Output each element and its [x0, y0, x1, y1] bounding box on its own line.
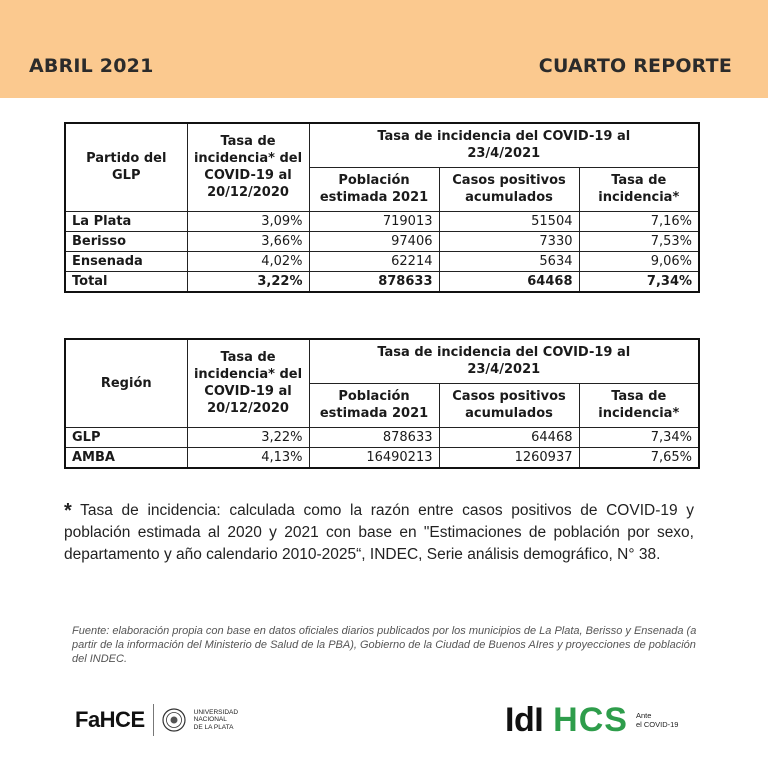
row-name: Ensenada	[65, 251, 187, 271]
col-header-casos: Casos positivos acumulados	[439, 167, 579, 211]
table-row	[65, 427, 699, 447]
cell-casos: 51504	[439, 211, 579, 231]
cell-tasa-2021: 7,34%	[579, 271, 699, 292]
table-row	[65, 251, 699, 271]
cell-tasa-2020: 3,66%	[187, 231, 309, 251]
row-name: La Plata	[65, 211, 187, 231]
col-header-group-2021: Tasa de incidencia del COVID-19 al 23/4/2021	[309, 339, 699, 383]
row-name: GLP	[65, 427, 187, 447]
cell-casos: 1260937	[439, 447, 579, 468]
idihcs-logo	[505, 700, 678, 740]
table-row	[65, 231, 699, 251]
cell-poblacion: 97406	[309, 231, 439, 251]
report-number: CUARTO REPORTE	[538, 55, 732, 77]
footnote-text: Tasa de incidencia: calculada como la razón entre casos positivos de COVID-19 y población estimada al 2020 y 2021 con base en "Estimaciones de población por sexo, departamento y año calendario 2010-2025“, INDEC, Serie análisis demográfico, N° 38.	[64, 502, 694, 563]
incidence-table-regiones	[64, 338, 700, 469]
table-row-total	[65, 271, 699, 292]
cell-tasa-2021: 9,06%	[579, 251, 699, 271]
incidence-table-partidos	[64, 122, 700, 293]
row-name: Total	[65, 271, 187, 292]
col-header-poblacion: Población estimada 2021	[309, 383, 439, 427]
col-header-region: Región	[65, 339, 187, 427]
cell-tasa-2020: 4,02%	[187, 251, 309, 271]
table-row	[65, 447, 699, 468]
report-header	[0, 0, 768, 98]
col-header-tasa-2021: Tasa de incidencia*	[579, 383, 699, 427]
cell-casos: 5634	[439, 251, 579, 271]
cell-tasa-2021: 7,65%	[579, 447, 699, 468]
cell-tasa-2020: 4,13%	[187, 447, 309, 468]
cell-poblacion: 719013	[309, 211, 439, 231]
fahce-wordmark: FaHCE	[75, 707, 145, 732]
cell-poblacion: 16490213	[309, 447, 439, 468]
col-header-group-2021: Tasa de incidencia del COVID-19 al 23/4/2021	[309, 123, 699, 167]
cell-tasa-2021: 7,34%	[579, 427, 699, 447]
fahce-logo	[75, 700, 238, 740]
row-name: Berisso	[65, 231, 187, 251]
cell-casos: 64468	[439, 271, 579, 292]
col-header-partido: Partido del GLP	[65, 123, 187, 211]
footnote-asterisk: *	[64, 500, 72, 522]
row-name: AMBA	[65, 447, 187, 468]
cell-poblacion: 62214	[309, 251, 439, 271]
cell-tasa-2021: 7,16%	[579, 211, 699, 231]
col-header-poblacion: Población estimada 2021	[309, 167, 439, 211]
source-note: Fuente: elaboración propia con base en datos oficiales diarios publicados por los municipios de La Plata, Berisso y Ensenada (a partir de la información del Ministerio de Salud de la PBA), Gobierno de la Ciudad de Buenos AIres y proyecciones de población del INDEC.	[72, 625, 697, 665]
cell-casos: 64468	[439, 427, 579, 447]
report-date: ABRIL 2021	[29, 55, 154, 77]
cell-tasa-2021: 7,53%	[579, 231, 699, 251]
hcs-wordmark: HCS	[553, 700, 628, 739]
col-header-tasa-2021: Tasa de incidencia*	[579, 167, 699, 211]
cell-tasa-2020: 3,22%	[187, 427, 309, 447]
unlp-name: UNIVERSIDAD NACIONAL DE LA PLATA	[193, 708, 239, 731]
cell-tasa-2020: 3,22%	[187, 271, 309, 292]
col-header-casos: Casos positivos acumulados	[439, 383, 579, 427]
col-header-tasa-2020: Tasa de incidencia* del COVID-19 al 20/12/2020	[187, 123, 309, 211]
cell-casos: 7330	[439, 231, 579, 251]
table-row	[65, 211, 699, 231]
idi-wordmark: IdI	[505, 700, 544, 739]
cell-poblacion: 878633	[309, 427, 439, 447]
cell-tasa-2020: 3,09%	[187, 211, 309, 231]
ante-covid-label: Ante el COVID-19	[635, 711, 679, 729]
cell-poblacion: 878633	[309, 271, 439, 292]
logo-divider	[153, 704, 154, 736]
incidence-footnote	[64, 500, 694, 566]
col-header-tasa-2020: Tasa de incidencia* del COVID-19 al 20/12/2020	[187, 339, 309, 427]
unlp-seal-icon	[162, 708, 186, 732]
